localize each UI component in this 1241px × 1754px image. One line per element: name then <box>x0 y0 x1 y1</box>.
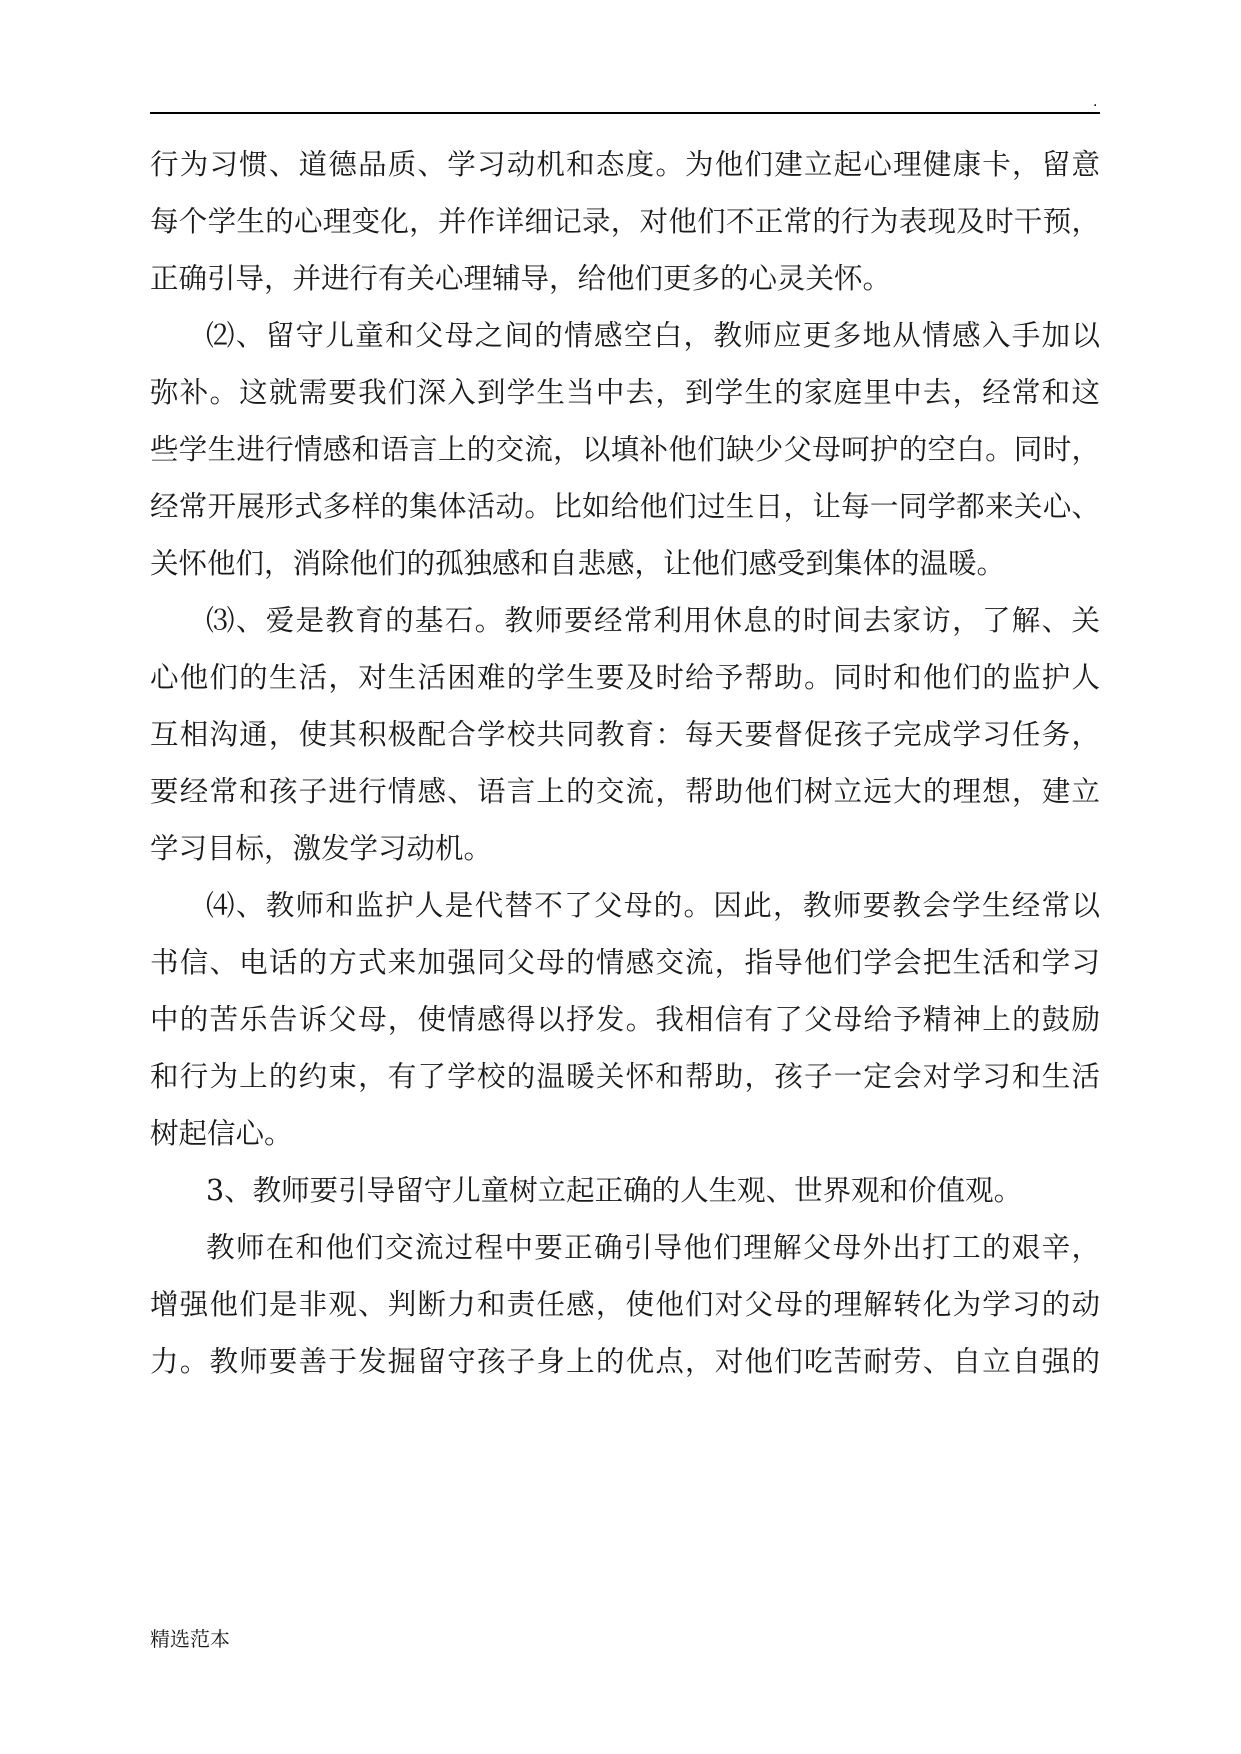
text-line: ⑵、留守儿童和父母之间的情感空白，教师应更多地从情感入手加以 <box>206 319 1100 352</box>
text-line: 正确引导，并进行有关心理辅导，给他们更多的心灵关怀。 <box>150 262 892 295</box>
text-line: 增强他们是非观、判断力和责任感，使他们对父母的理解转化为学习的动 <box>150 1288 1100 1321</box>
text-line: 经常开展形式多样的集体活动。比如给他们过生日，让每一同学都来关心、 <box>150 490 1100 523</box>
text-line: 互相沟通，使其积极配合学校共同教育：每天要督促孩子完成学习任务， <box>150 718 1100 751</box>
text-line: 些学生进行情感和语言上的交流，以填补他们缺少父母呵护的空白。同时， <box>150 433 1100 466</box>
text-line: 教师在和他们交流过程中要正确引导他们理解父母外出打工的艰辛， <box>206 1231 1100 1264</box>
text-line: 要经常和孩子进行情感、语言上的交流，帮助他们树立远大的理想，建立 <box>150 775 1100 808</box>
text-line: 每个学生的心理变化，并作详细记录，对他们不正常的行为表现及时干预， <box>150 205 1100 238</box>
text-line: 学习目标，激发学习动机。 <box>150 832 493 865</box>
text-line: 弥补。这就需要我们深入到学生当中去，到学生的家庭里中去，经常和这 <box>150 376 1100 409</box>
text-line: 书信、电话的方式来加强同父母的情感交流，指导他们学会把生活和学习 <box>150 946 1100 979</box>
text-line: 和行为上的约束，有了学校的温暖关怀和帮助，孩子一定会对学习和生活 <box>150 1060 1100 1093</box>
text-line: 心他们的生活，对生活困难的学生要及时给予帮助。同时和他们的监护人 <box>150 661 1100 694</box>
header-rule <box>150 112 1100 114</box>
text-line: 中的苦乐告诉父母，使情感得以抒发。我相信有了父母给予精神上的鼓励 <box>150 1003 1100 1036</box>
text-line: ⑶、爱是教育的基石。教师要经常利用休息的时间去家访，了解、关 <box>206 604 1100 637</box>
text-line: 关怀他们，消除他们的孤独感和自悲感，让他们感受到集体的温暖。 <box>150 547 1006 580</box>
footer-label: 精选范本 <box>150 1627 230 1651</box>
text-line: 力。教师要善于发掘留守孩子身上的优点，对他们吃苦耐劳、自立自强的 <box>150 1345 1100 1378</box>
header-dot: . <box>1093 94 1098 110</box>
text-line: 行为习惯、道德品质、学习动机和态度。为他们建立起心理健康卡，留意 <box>150 148 1100 181</box>
text-line: ⑷、教师和监护人是代替不了父母的。因此，教师要教会学生经常以 <box>206 889 1100 922</box>
section-heading: 3、教师要引导留守儿童树立起正确的人生观、世界观和价值观。 <box>206 1174 1023 1207</box>
text-line: 树起信心。 <box>150 1117 293 1150</box>
